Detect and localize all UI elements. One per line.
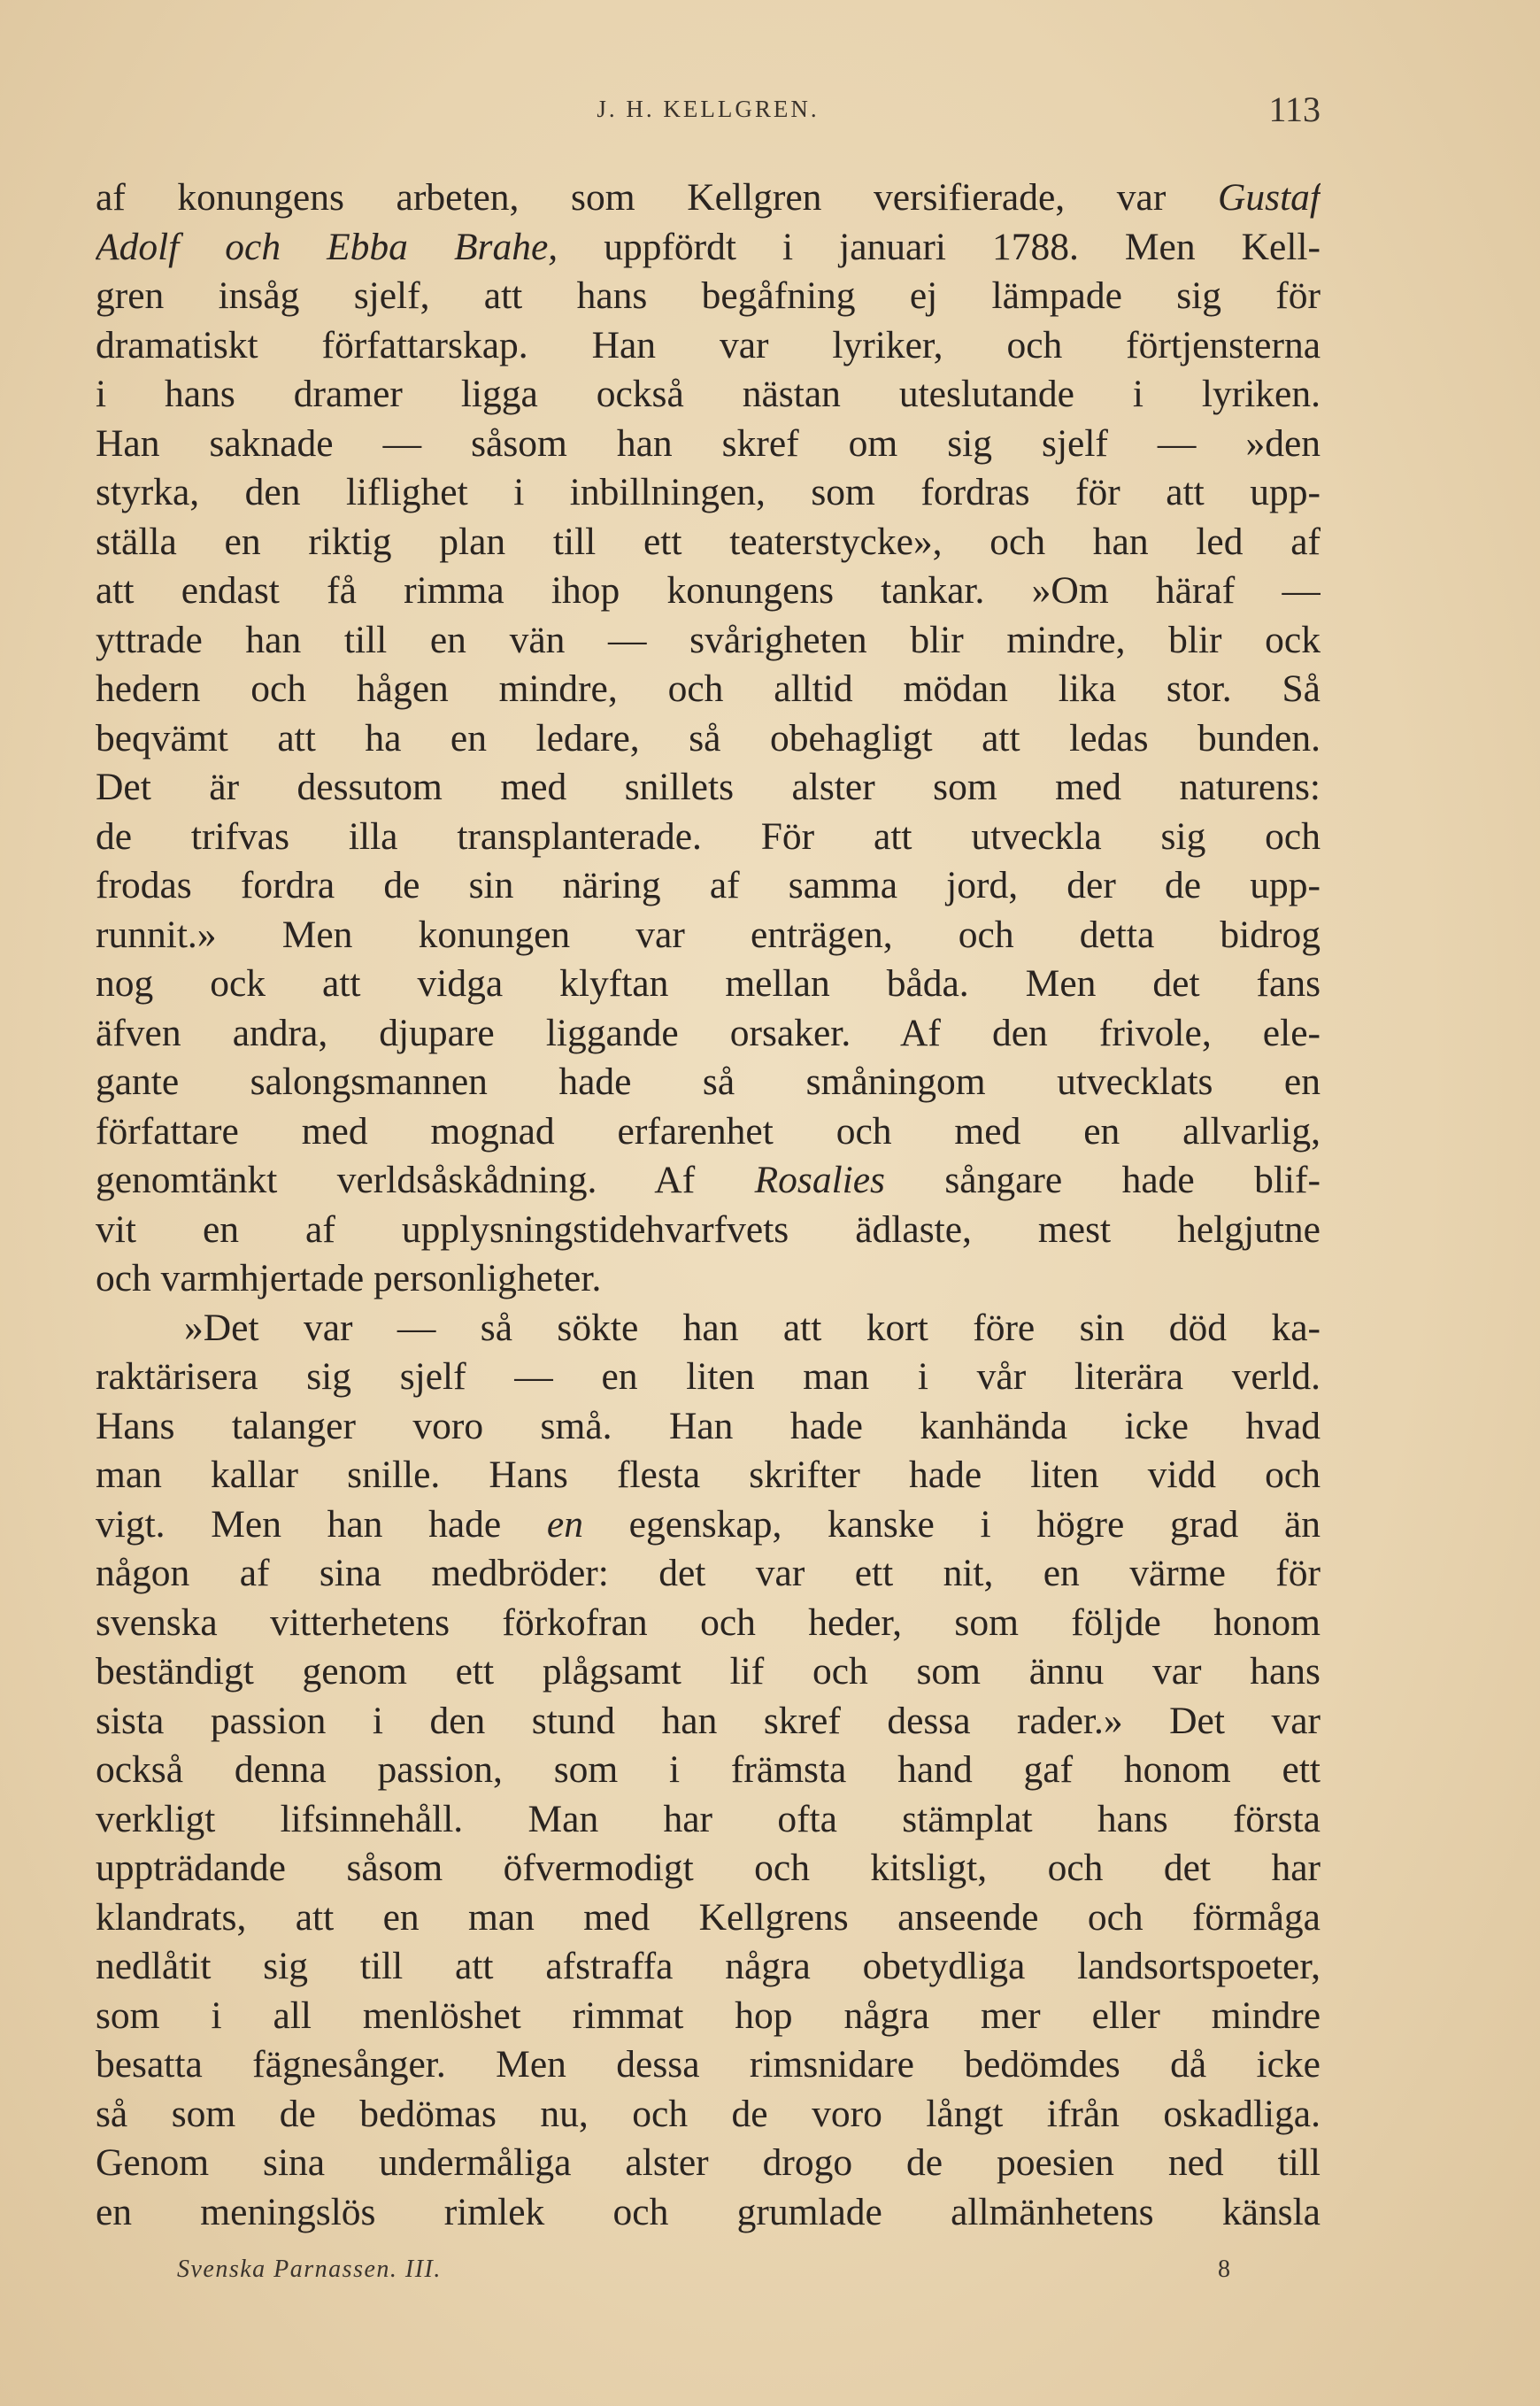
- text-segment: beqvämt att ha en ledare, så obehagligt att ledas bunden.: [96, 716, 1321, 760]
- text-segment: författare med mognad erfarenhet och med en allvarlig,: [96, 1109, 1321, 1153]
- text-segment: uppfördt i januari 1788. Men Kell-: [558, 225, 1321, 268]
- text-segment: också denna passion, som i främsta hand gaf honom ett: [96, 1748, 1321, 1791]
- text-line: [96, 911, 1321, 960]
- text-line: [96, 2139, 1321, 2188]
- text-segment: klandrats, att en man med Kellgrens anseende och förmåga: [96, 1895, 1321, 1939]
- text-segment: vigt. Men han hade: [96, 1502, 547, 1546]
- text-segment: äfven andra, djupare liggande orsaker. Af den frivole, ele-: [96, 1011, 1321, 1054]
- text-segment: att endast få rimma ihop konungens tankar. »Om häraf —: [96, 569, 1321, 612]
- text-segment: ställa en riktig plan till ett teaterstycke», och han led af: [96, 520, 1321, 563]
- text-segment: af konungens arbeten, som Kellgren versifierade, var: [96, 176, 1218, 219]
- text-line: [96, 223, 1321, 273]
- text-line: [96, 1549, 1321, 1599]
- text-line: [96, 272, 1321, 321]
- text-line: [96, 370, 1321, 420]
- text-line: [96, 1451, 1321, 1500]
- text-line: [96, 616, 1321, 666]
- text-segment: yttrade han till en vän — svårigheten blir mindre, blir ock: [96, 618, 1321, 661]
- text-segment: Hans talanger voro små. Han hade kanhända icke hvad: [96, 1404, 1321, 1447]
- text-segment: genomtänkt verldsåskådning. Af: [96, 1159, 755, 1201]
- text-line: [96, 468, 1321, 518]
- page-footer: [177, 2256, 1230, 2291]
- text-line: [96, 1107, 1321, 1157]
- text-line: [96, 321, 1321, 371]
- text-segment: som i all menlöshet rimmat hop några mer eller mindre: [96, 1993, 1321, 2037]
- text-line: [96, 567, 1321, 616]
- italic-text: Adolf och Ebba Brahe,: [96, 225, 558, 268]
- text-line: [96, 1893, 1321, 1943]
- text-line: [96, 1942, 1321, 1992]
- text-segment: dramatiskt författarskap. Han var lyriker, och förtjensterna: [96, 323, 1321, 366]
- text-segment: svenska vitterhetens förkofran och heder, som följde honom: [96, 1600, 1321, 1644]
- text-line: [96, 1353, 1321, 1402]
- text-line: [96, 1304, 1321, 1353]
- text-segment: de trifvas illa transplanterade. För att utveckla sig och: [96, 814, 1321, 858]
- text-segment: styrka, den liflighet i inbillningen, som fordras för att upp-: [96, 471, 1321, 513]
- text-line: [96, 1058, 1321, 1107]
- text-line: [96, 763, 1321, 813]
- text-line: [96, 2090, 1321, 2140]
- text-line: [96, 1206, 1321, 1255]
- italic-text: en: [546, 1502, 583, 1546]
- text-segment: egenskap, kanske i högre grad än: [582, 1502, 1321, 1546]
- text-line: [96, 1009, 1321, 1059]
- text-line: [96, 518, 1321, 567]
- signature-mark: Svenska Parnassen. III.: [177, 2256, 442, 2283]
- text-line: [96, 420, 1321, 469]
- text-segment: nog ock att vidga klyftan mellan båda. Men det fans: [96, 962, 1321, 1005]
- text-line: [96, 1402, 1321, 1452]
- text-segment: vit en af upplysningstidehvarfvets ädlaste, mest helgjutne: [96, 1207, 1321, 1251]
- text-line: [96, 714, 1321, 764]
- text-line: [96, 1697, 1321, 1747]
- text-line: [96, 174, 1321, 223]
- body-text: [96, 174, 1321, 2237]
- text-segment: Det är dessutom med snillets alster som med naturens:: [96, 766, 1321, 808]
- text-line: [96, 861, 1321, 911]
- text-segment: »Det var — så sökte han att kort före sin död ka-: [184, 1306, 1321, 1349]
- text-line: [96, 1795, 1321, 1845]
- text-line: [96, 1599, 1321, 1648]
- text-segment: någon af sina medbröder: det var ett nit, en värme för: [96, 1552, 1321, 1594]
- text-line: [96, 1647, 1321, 1697]
- text-segment: hedern och hågen mindre, och alltid mödan lika stor. Så: [96, 667, 1321, 710]
- text-line: [96, 1746, 1321, 1795]
- text-segment: frodas fordra de sin näring af samma jord, der de upp-: [96, 864, 1321, 906]
- running-head: J. H. KELLGREN.: [597, 96, 820, 122]
- text-segment: nedlåtit sig till att afstraffa några obetydliga landsortspoeter,: [96, 1945, 1321, 1987]
- text-line: [96, 1156, 1321, 1206]
- text-segment: så som de bedömas nu, och de voro långt ifrån oskadliga.: [96, 2092, 1321, 2135]
- text-segment: gren insåg sjelf, att hans begåfning ej lämpade sig för: [96, 274, 1321, 317]
- text-line: [96, 1844, 1321, 1893]
- text-segment: besatta fägnesånger. Men dessa rimsnidare bedömdes då icke: [96, 2043, 1321, 2086]
- text-segment: beständigt genom ett plågsamt lif och som ännu var hans: [96, 1650, 1321, 1693]
- text-segment: sångare hade blif-: [885, 1159, 1321, 1201]
- sheet-number: 8: [1218, 2256, 1230, 2283]
- text-segment: en meningslös rimlek och grumlade allmänhetens känsla: [96, 2190, 1321, 2233]
- text-segment: uppträdande såsom öfvermodigt och kitsligt, och det har: [96, 1847, 1321, 1889]
- text-line: [96, 813, 1321, 862]
- text-line: [96, 2188, 1321, 2238]
- text-segment: verkligt lifsinnehåll. Man har ofta stämplat hans första: [96, 1797, 1321, 1840]
- text-segment: gante salongsmannen hade så småningom utvecklats en: [96, 1060, 1321, 1103]
- text-segment: och varmhjertade personligheter.: [96, 1257, 602, 1299]
- text-line: [96, 960, 1321, 1009]
- text-segment: runnit.» Men konungen var enträgen, och detta bidrog: [96, 913, 1321, 956]
- italic-text: Rosalies: [754, 1159, 885, 1201]
- text-segment: Genom sina undermåliga alster drogo de poesien ned till: [96, 2141, 1321, 2184]
- text-segment: sista passion i den stund han skref dessa rader.» Det var: [96, 1699, 1321, 1742]
- text-line: [96, 1254, 1321, 1304]
- text-line: [96, 1500, 1321, 1550]
- italic-text: Gustaf: [1217, 176, 1321, 219]
- text-line: [96, 2040, 1321, 2090]
- text-segment: man kallar snille. Hans flesta skrifter hade liten vidd och: [96, 1454, 1321, 1496]
- text-segment: i hans dramer ligga också nästan uteslutande i lyriken.: [96, 373, 1321, 415]
- text-segment: Han saknade — såsom han skref om sig sjelf — »den: [96, 421, 1321, 465]
- text-line: [96, 1992, 1321, 2041]
- text-segment: raktärisera sig sjelf — en liten man i vår literära verld.: [96, 1355, 1321, 1398]
- page-header: [96, 89, 1321, 142]
- text-line: [96, 665, 1321, 714]
- page-number: 113: [1268, 89, 1321, 129]
